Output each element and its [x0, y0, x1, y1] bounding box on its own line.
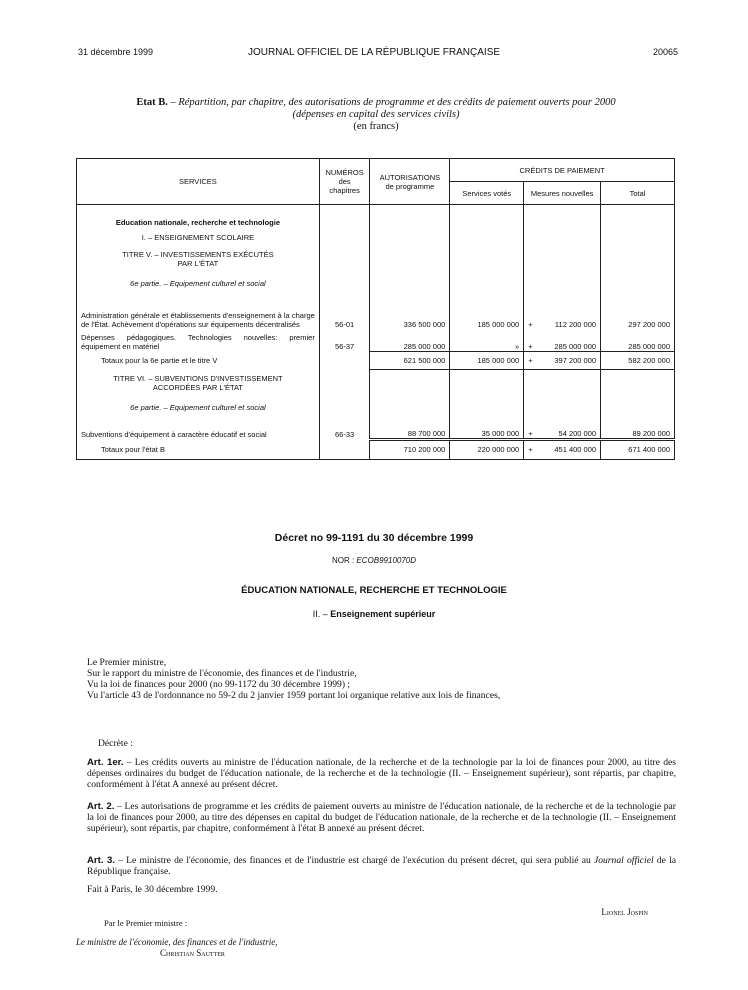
col-numeros: NUMÉROS des chapitres — [319, 159, 370, 205]
table-row — [77, 417, 675, 439]
total-total: 582 200 000 — [601, 351, 675, 369]
preamble-line: Vu l'article 43 de l'ordonnance no 59-2 du 2 janvier 1959 portant loi organique relative aux lois de finances, — [87, 690, 501, 701]
row-service: Dépenses pédagogiques. Technologies nouvelles: premier équipement en matériel — [77, 329, 320, 351]
row-services-votes: » — [450, 329, 524, 351]
page-number: 20065 — [652, 47, 678, 57]
table-ministry: Education nationale, recherche et technologie — [77, 215, 320, 229]
total-total: 671 400 000 — [601, 439, 675, 460]
nor-reference — [0, 556, 748, 565]
row-mesures-nouvelles: 54 200 000 — [558, 428, 597, 438]
plus-sign: + — [528, 320, 533, 329]
col-services-votes: Services votés — [450, 182, 524, 205]
row-service: Administration générale et établissements d'enseignement à la charge de l'État. Achèvement d'opérations sur équipements décentralisés — [77, 293, 320, 329]
row-total: 285 000 000 — [601, 329, 675, 351]
article-1-label: Art. 1er. — [87, 757, 124, 768]
total-row — [77, 439, 675, 460]
row-service: Subventions d'équipement à caractère éducatif et social — [77, 417, 320, 439]
table-row — [77, 329, 675, 351]
section-prefix: II. – — [312, 609, 331, 619]
ministre-title: Le ministre de l'économie, des finances et de l'industrie, — [76, 937, 278, 947]
titre-v-heading: TITRE V. – INVESTISSEMENTS EXÉCUTÉS PAR L'ÉTAT — [77, 245, 320, 273]
header-date: 31 décembre 1999 — [78, 47, 154, 57]
row-total: 297 200 000 — [601, 293, 675, 329]
signer-name: Lionel Jospin — [601, 907, 648, 917]
plus-sign: + — [528, 355, 533, 365]
plus-sign: + — [528, 341, 533, 351]
partie-6-heading: 6e partie. – Equipement culturel et social — [77, 397, 320, 417]
row-chapitre: 56-37 — [319, 329, 370, 351]
section-title: Enseignement supérieur — [330, 609, 436, 619]
etat-b-unit: (en francs) — [353, 121, 399, 132]
fait-a-paris: Fait à Paris, le 30 décembre 1999. — [87, 884, 218, 895]
total-autorisations: 621 500 000 — [370, 351, 450, 369]
preamble-line: Le Premier ministre, — [87, 657, 167, 668]
ministre-name: Christian Sautter — [160, 948, 225, 958]
nor-label: NOR : — [331, 556, 357, 565]
article-3 — [76, 855, 676, 877]
row-services-votes: 35 000 000 — [450, 417, 524, 439]
col-mesures-nouvelles: Mesures nouvelles — [524, 182, 601, 205]
article-1-text: – Les crédits ouverts au ministre de l'éducation nationale, de la recherche et de la technologie par la loi de finances pour 2000, au titre des dépenses ordinaires du budget de l'éducation nationale, de la recherche et de la technologie (II. – Enseignement supérieur), sont répartis, par chapitre, conformément à l'état A annexé au présent décret. — [87, 757, 676, 790]
section-enseignement-scolaire: I. – ENSEIGNEMENT SCOLAIRE — [77, 229, 320, 245]
table-row — [77, 293, 675, 329]
plus-sign: + — [528, 445, 533, 455]
preamble-line: Vu la loi de finances pour 2000 (no 99-1172 du 30 décembre 1999) ; — [87, 679, 351, 690]
row-chapitre: 56-01 — [319, 293, 370, 329]
row-chapitre: 66-33 — [319, 417, 370, 439]
col-autorisations: AUTORISATIONS de programme — [370, 159, 450, 205]
total-autorisations: 710 200 000 — [370, 439, 450, 460]
total-row — [77, 351, 675, 369]
article-3-label: Art. 3. — [87, 855, 115, 866]
journal-officiel: Journal officiel — [593, 855, 654, 866]
row-total: 89 200 000 — [601, 417, 675, 439]
partie-6-heading: 6e partie. – Equipement culturel et social — [77, 273, 320, 293]
decret-title: Décret no 99-1191 du 30 décembre 1999 — [274, 532, 474, 544]
article-2-text: – Les autorisations de programme et les crédits de paiement ouverts au ministre de l'éducation nationale, de la recherche et de la technologie par la loi de finances pour 2000, au titre des dépenses en capital du budget de l'éducation nationale, de la recherche et de la technologie (II. – Enseignement supérieur), sont répartis, par chapitre, conformément à l'état B annexé au présent décret. — [87, 801, 676, 834]
row-mesures-nouvelles: 112 200 000 — [554, 320, 597, 329]
etat-b-table — [76, 158, 675, 460]
total-services-votes: 185 000 000 — [450, 351, 524, 369]
par-le-premier-ministre: Par le Premier ministre : — [104, 918, 188, 928]
total-label: Totaux pour l'état B — [77, 439, 320, 460]
article-3-text-b: de la République française. — [87, 855, 676, 877]
article-3-text-a: – Le ministre de l'économie, des finances et de l'industrie est chargé de l'exécution du présent décret, qui sera publié au — [114, 855, 594, 866]
row-autorisations: 285 000 000 — [370, 329, 450, 351]
decrete: Décrète : — [98, 738, 133, 749]
col-services: SERVICES — [77, 159, 320, 205]
total-mesures-nouvelles: 397 200 000 — [554, 355, 597, 365]
row-mesures-nouvelles: 285 000 000 — [554, 341, 597, 351]
row-services-votes: 185 000 000 — [450, 293, 524, 329]
row-autorisations: 88 700 000 — [370, 417, 450, 439]
etat-b-title — [76, 97, 676, 133]
nor-code: ECOB9910070D — [356, 556, 417, 565]
section-heading — [0, 609, 748, 619]
preamble-line: Sur le rapport du ministre de l'économie, des finances et de l'industrie, — [87, 668, 357, 679]
plus-sign: + — [528, 428, 533, 438]
article-2-label: Art. 2. — [87, 801, 115, 812]
article-2 — [76, 801, 676, 834]
etat-b-dash: – — [167, 97, 179, 108]
article-1 — [76, 757, 676, 790]
col-credits: CRÉDITS DE PAIEMENT — [450, 159, 675, 182]
row-autorisations: 336 500 000 — [370, 293, 450, 329]
etat-b-title-line2: (dépenses en capital des services civils) — [292, 109, 460, 120]
preamble — [76, 657, 676, 701]
journal-title: JOURNAL OFFICIEL DE LA RÉPUBLIQUE FRANÇAISE — [247, 47, 501, 58]
total-mesures-nouvelles: 451 400 000 — [554, 445, 597, 455]
total-label: Totaux pour la 6e partie et le titre V — [77, 351, 320, 369]
etat-b-label: Etat B. — [136, 97, 168, 108]
col-total: Total — [601, 182, 675, 205]
titre-vi-heading: TITRE VI. – SUBVENTIONS D'INVESTISSEMENT ACCORDÉES PAR L'ÉTAT — [77, 369, 320, 397]
etat-b-title-line1: Répartition, par chapitre, des autorisations de programme et des crédits de paiement ouverts pour 2000 — [178, 97, 616, 108]
ministry-heading: ÉDUCATION NATIONALE, RECHERCHE ET TECHNOLOGIE — [241, 585, 507, 596]
total-services-votes: 220 000 000 — [450, 439, 524, 460]
